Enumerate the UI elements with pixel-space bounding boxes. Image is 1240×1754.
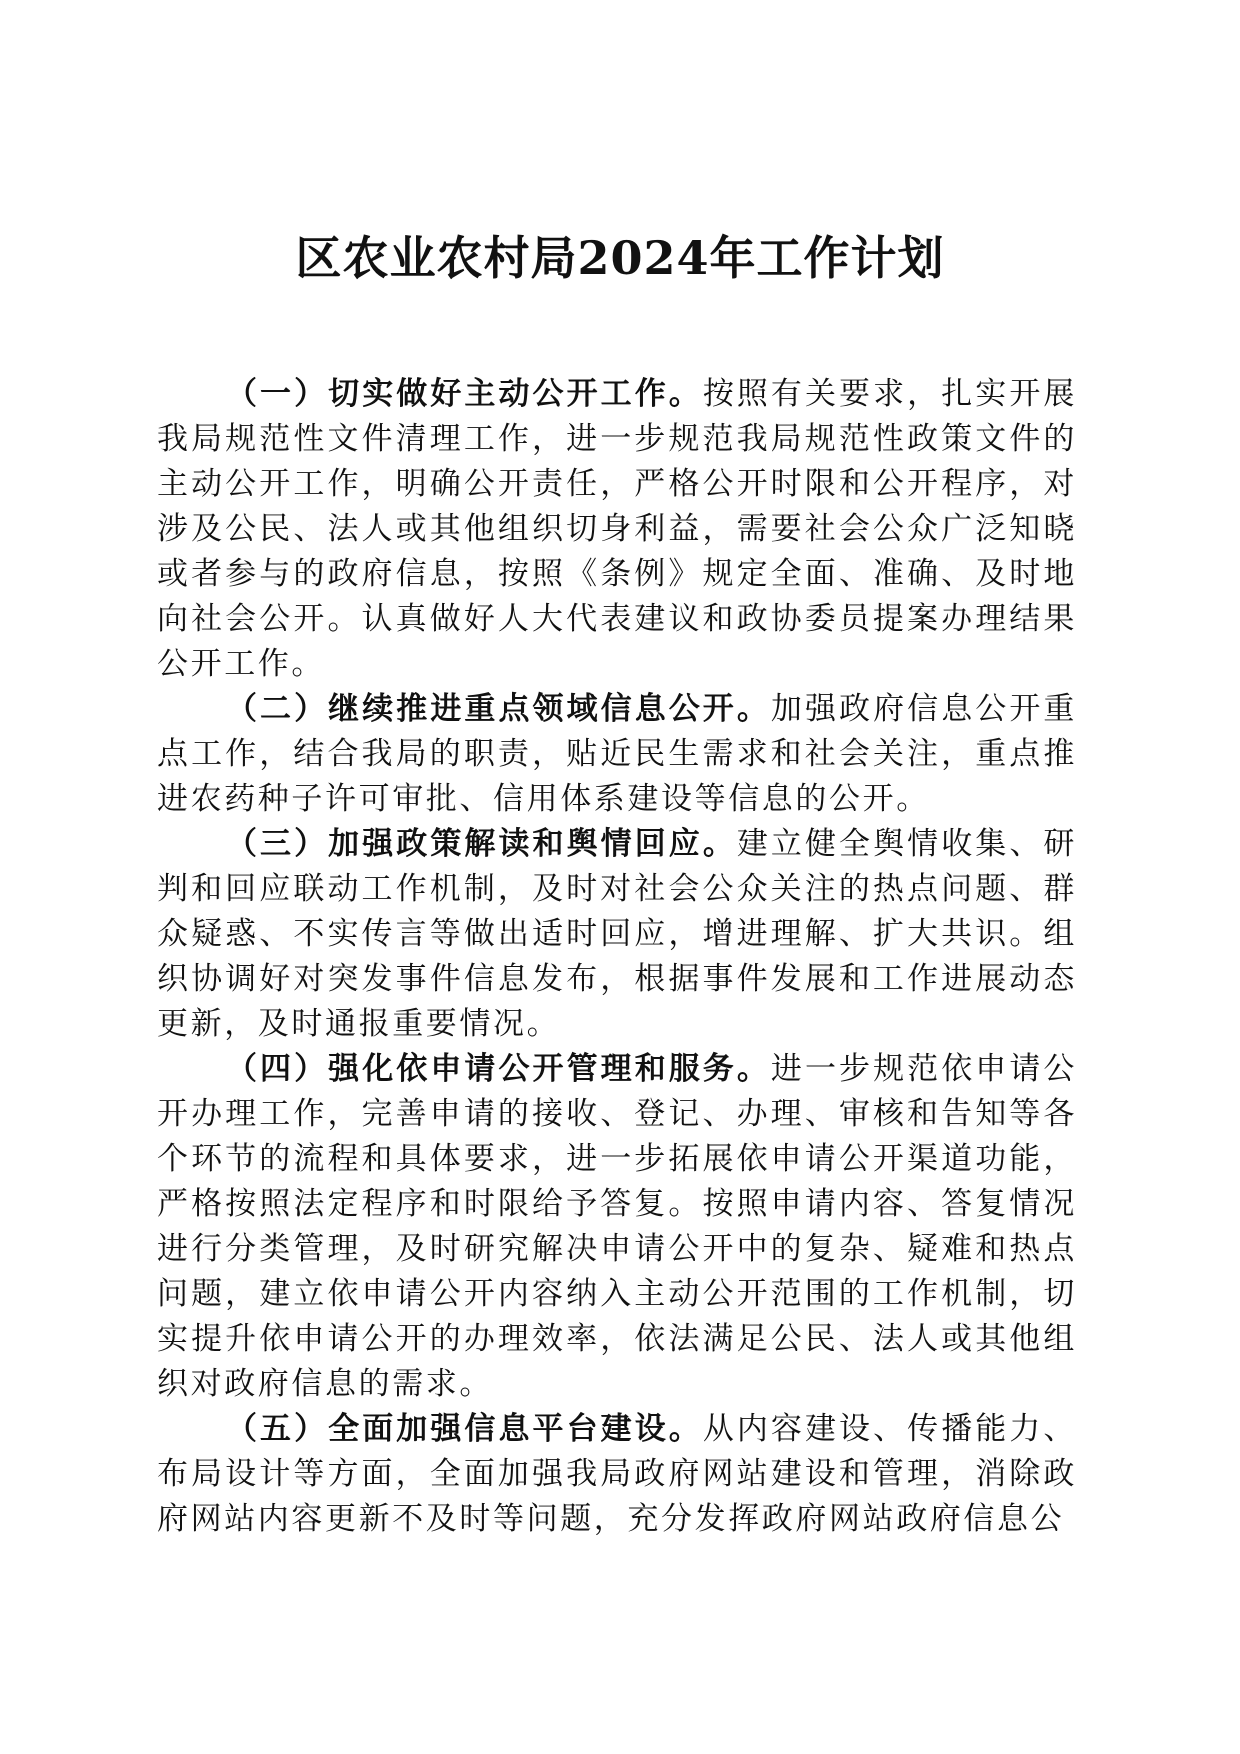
paragraph-4 <box>157 1047 1077 1407</box>
paragraph-1 <box>157 372 1077 687</box>
paragraph-text: 加强政府信息公开重点工作，结合我局的职责，贴近民生需求和社会关注，重点推进农药种子许可审批、信用体系建设等信息的公开。 <box>157 691 1077 817</box>
document-title: 区农业农村局2024年工作计划 <box>295 231 945 285</box>
paragraph-heading: （三）加强政策解读和舆情回应。 <box>226 826 737 862</box>
paragraph-2 <box>157 687 1077 822</box>
paragraph-text: 进一步规范依申请公开办理工作，完善申请的接收、登记、办理、审核和告知等各个环节的流程和具体要求，进一步拓展依申请公开渠道功能，严格按照法定程序和时限给予答复。按照申请内容、答复情况进行分类管理，及时研究解决申请公开中的复杂、疑难和热点问题，建立依申请公开内容纳入主动公开范围的工作机制，切实提升依申请公开的办理效率，依法满足公民、法人或其他组织对政府信息的需求。 <box>157 1051 1077 1402</box>
paragraph-text: 从内容建设、传播能力、布局设计等方面，全面加强我局政府网站建设和管理，消除政府网站内容更新不及时等问题，充分发挥政府网站政府信息公 <box>157 1411 1077 1537</box>
paragraph-text: 建立健全舆情收集、研判和回应联动工作机制，及时对社会公众关注的热点问题、群众疑惑、不实传言等做出适时回应，增进理解、扩大共识。组织协调好对突发事件信息发布，根据事件发展和工作进展动态更新，及时通报重要情况。 <box>157 826 1077 1042</box>
paragraph-heading: （四）强化依申请公开管理和服务。 <box>226 1051 771 1087</box>
paragraph-3 <box>157 822 1077 1047</box>
paragraph-5 <box>157 1407 1077 1542</box>
paragraph-heading: （二）继续推进重点领域信息公开。 <box>226 691 771 727</box>
document-body <box>157 372 1077 1542</box>
paragraph-heading: （一）切实做好主动公开工作。 <box>226 376 703 412</box>
paragraph-text: 按照有关要求，扎实开展我局规范性文件清理工作，进一步规范我局规范性政策文件的主动公开工作，明确公开责任，严格公开时限和公开程序，对涉及公民、法人或其他组织切身利益，需要社会公众广泛知晓或者参与的政府信息，按照《条例》规定全面、准确、及时地向社会公开。认真做好人大代表建议和政协委员提案办理结果公开工作。 <box>157 376 1077 682</box>
paragraph-heading: （五）全面加强信息平台建设。 <box>226 1411 703 1447</box>
